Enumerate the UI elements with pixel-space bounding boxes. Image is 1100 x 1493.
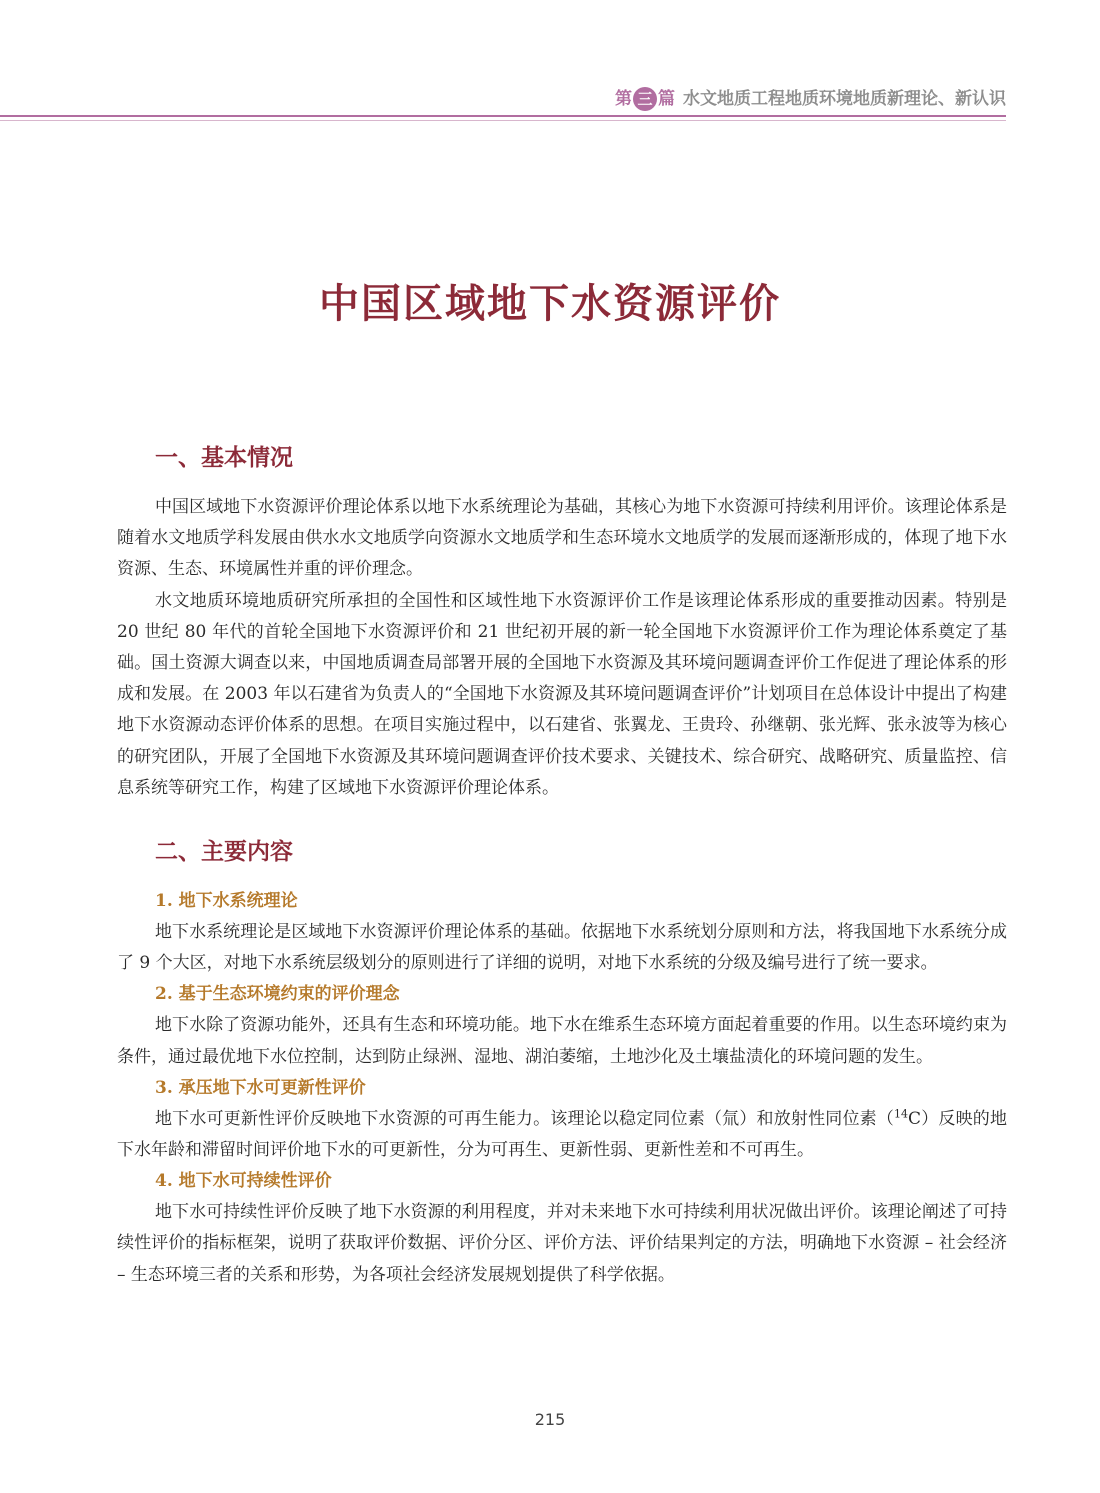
- section-heading-main-content: 二、主要内容: [155, 839, 293, 866]
- section-heading-basic: 一、基本情况: [155, 445, 293, 471]
- part-label-suffix: 篇: [658, 89, 675, 109]
- page-number: 215: [534, 1410, 566, 1429]
- subsection-heading: 2. 基于生态环境约束的评价理念: [155, 984, 400, 1005]
- paragraph: 水文地质环境地质研究所承担的全国性和区域性地下水资源评价工作是该理论体系形成的重要推动因素。特别是 20 世纪 80 年代的首轮全国地下水资源评价和 21 世纪初开展的新一轮全国地下水资源评价工作为理论体系奠定了基础。国土资源大调查以来，中国地质调查局部署开展的全国地下水资源及其环境问题调查评价工作促进了理论体系的形成和发展。在 2003 年以石建省为负责人的“全国地下水资源及其环境问题调查评价”计划项目在总体设计中提出了构建地下水资源动态评价体系的思想。在项目实施过程中，以石建省、张翼龙、王贵玲、孙继朝、张光辉、张永波等为核心的研究团队，开展了全国地下水资源及其环境问题调查评价技术要求、关键技术、综合研究、战略研究、质量监控、信息系统等研究工作，构建了区域地下水资源评价理论体系。: [117, 590, 1007, 798]
- paragraph: 地下水可持续性评价反映了地下水资源的利用程度，并对未来地下水可持续利用状况做出评价。该理论阐述了可持续性评价的指标框架，说明了获取评价数据、评价分区、评价方法、评价结果判定的方法，明确地下水资源 – 社会经济 – 生态环境三者的关系和形势，为各项社会经济发展规划提供了科学依据。: [117, 1202, 1007, 1285]
- part-ordinal-badge: 三: [633, 87, 657, 111]
- article-body: [117, 438, 1007, 1291]
- part-topic: 水文地质工程地质环境地质新理论、新认识: [683, 89, 1006, 109]
- article-title: 中国区域地下水资源评价: [319, 281, 781, 327]
- part-label-prefix: 第: [615, 89, 632, 109]
- paragraph-text: 地下水可更新性评价反映地下水资源的可再生能力。该理论以稳定同位素（氚）和放射性同位素（: [155, 1108, 895, 1129]
- paragraph: 地下水除了资源功能外，还具有生态和环境功能。地下水在维系生态环境方面起着重要的作用。以生态环境约束为条件，通过最优地下水位控制，达到防止绿洲、湿地、湖泊萎缩，土地沙化及土壤盐渍化的环境问题的发生。: [117, 1015, 1007, 1067]
- running-header-text: [615, 86, 1006, 112]
- subsection-heading: 3. 承压地下水可更新性评价: [155, 1077, 366, 1098]
- paragraph: [117, 1104, 1007, 1166]
- running-header: [0, 86, 1006, 116]
- paragraph: 中国区域地下水资源评价理论体系以地下水系统理论为基础，其核心为地下水资源可持续利用评价。该理论体系是随着水文地质学科发展由供水水文地质学向资源水文地质学和生态环境水文地质学的发展而逐渐形成的，体现了地下水资源、生态、环境属性并重的评价理念。: [117, 497, 1007, 580]
- paragraph-text: C）反映的地下水年龄和滞留时间评价地下水的可更新性，分为可再生、更新性弱、更新性差和不可再生。: [117, 1108, 1007, 1161]
- paragraph: 地下水系统理论是区域地下水资源评价理论体系的基础。依据地下水系统划分原则和方法，将我国地下水系统分成了 9 个大区，对地下水系统层级划分的原则进行了详细的说明，对地下水系统的分级及编号进行了统一要求。: [117, 922, 1007, 974]
- subsection-heading: 4. 地下水可持续性评价: [155, 1171, 332, 1192]
- isotope-superscript: 14: [894, 1107, 909, 1121]
- subsection-heading: 1. 地下水系统理论: [155, 891, 298, 912]
- header-rule: [0, 115, 1006, 117]
- header-rule-thin: [0, 120, 1006, 121]
